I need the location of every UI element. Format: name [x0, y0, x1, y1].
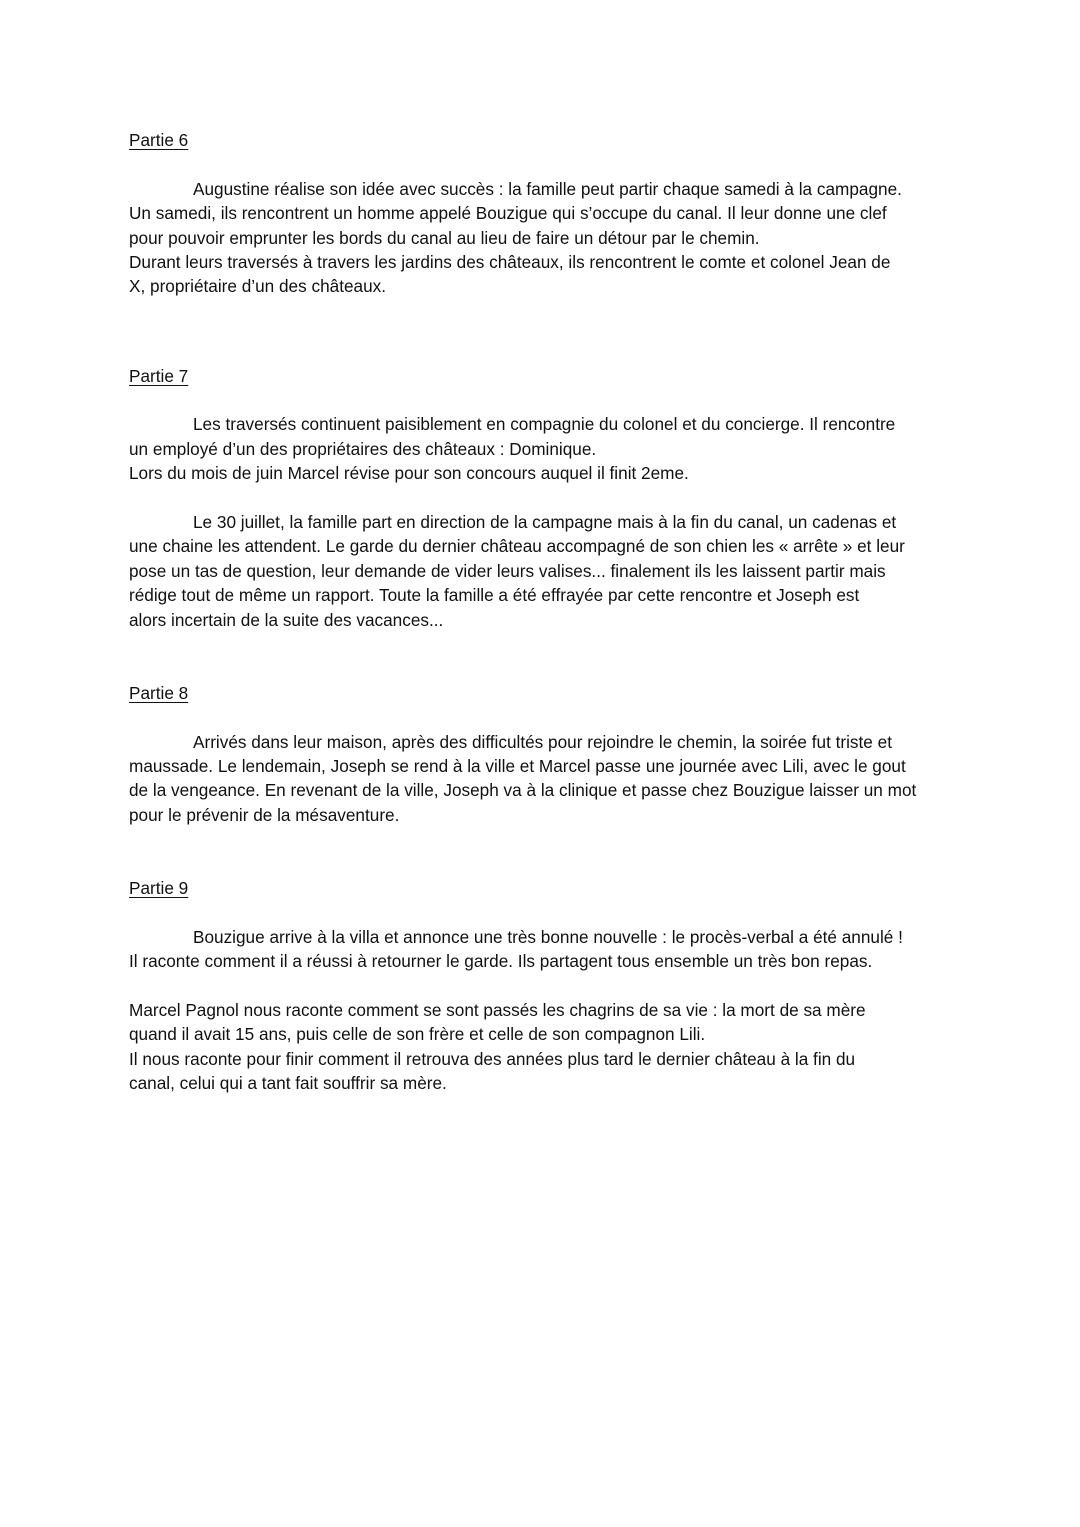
- section-partie-6: [129, 128, 959, 299]
- text-line: X, propriétaire d’un des châteaux.: [129, 276, 387, 297]
- text-line: Un samedi, ils rencontrent un homme appelé Bouzigue qui s’occupe du canal. Il leur donne une clef: [129, 203, 887, 224]
- paragraph: [129, 177, 959, 299]
- text-line: Arrivés dans leur maison, après des difficultés pour rejoindre le chemin, la soirée fut triste et: [193, 731, 892, 752]
- paragraph: [129, 412, 959, 485]
- text-line: Marcel Pagnol nous raconte comment se sont passés les chagrins de sa vie : la mort de sa mère: [129, 1000, 866, 1021]
- text-line: rédige tout de même un rapport. Toute la famille a été effrayée par cette rencontre et Joseph est: [129, 585, 860, 606]
- section-partie-8: [129, 681, 959, 827]
- text-line: pour le prévenir de la mésaventure.: [129, 804, 400, 825]
- paragraph: [129, 998, 959, 1096]
- document-page: [129, 128, 959, 1096]
- paragraph: [129, 730, 959, 828]
- text-line: un employé d’un des propriétaires des châteaux : Dominique.: [129, 438, 597, 459]
- section-partie-7: [129, 364, 959, 632]
- text-line: maussade. Le lendemain, Joseph se rend à la ville et Marcel passe une journée avec Lili, avec le gout: [129, 756, 906, 777]
- section-heading: Partie 9: [129, 878, 189, 899]
- text-line: pose un tas de question, leur demande de vider leurs valises... finalement ils les laissent partir mais: [129, 560, 886, 581]
- section-heading: Partie 6: [129, 130, 189, 150]
- text-line: canal, celui qui a tant fait souffrir sa mère.: [129, 1073, 447, 1094]
- text-line: quand il avait 15 ans, puis celle de son frère et celle de son compagnon Lili.: [129, 1024, 706, 1045]
- text-line: Durant leurs traversés à travers les jardins des châteaux, ils rencontrent le comte et colonel Jean de: [129, 252, 891, 272]
- text-line: Augustine réalise son idée avec succès : la famille peut partir chaque samedi à la campagne.: [193, 178, 902, 199]
- text-line: Il nous raconte pour finir comment il retrouva des années plus tard le dernier château à la fin du: [129, 1048, 856, 1069]
- section-heading: Partie 7: [129, 365, 189, 386]
- text-line: pour pouvoir emprunter les bords du canal au lieu de faire un détour par le chemin.: [129, 227, 760, 248]
- text-line: Le 30 juillet, la famille part en direction de la campagne mais à la fin du canal, un cadenas et: [193, 512, 897, 532]
- text-line: Bouzigue arrive à la villa et annonce une très bonne nouvelle : le procès-verbal a été annulé !: [193, 926, 903, 947]
- text-line: Lors du mois de juin Marcel révise pour son concours auquel il finit 2eme.: [129, 463, 689, 484]
- section-heading: Partie 8: [129, 682, 189, 703]
- paragraph: [129, 925, 959, 974]
- section-partie-9: [129, 876, 959, 1096]
- paragraph: [129, 510, 959, 632]
- text-line: de la vengeance. En revenant de la ville, Joseph va à la clinique et passe chez Bouzigue laisser un mot: [129, 780, 917, 801]
- text-line: Il raconte comment il a réussi à retourner le garde. Ils partagent tous ensemble un très bon repas.: [129, 951, 873, 972]
- text-line: Les traversés continuent paisiblement en compagnie du colonel et du concierge. Il rencontre: [193, 414, 896, 435]
- text-line: une chaine les attendent. Le garde du dernier château accompagné de son chien les « arrête » et leur: [129, 536, 905, 557]
- text-line: alors incertain de la suite des vacances...: [129, 609, 444, 630]
